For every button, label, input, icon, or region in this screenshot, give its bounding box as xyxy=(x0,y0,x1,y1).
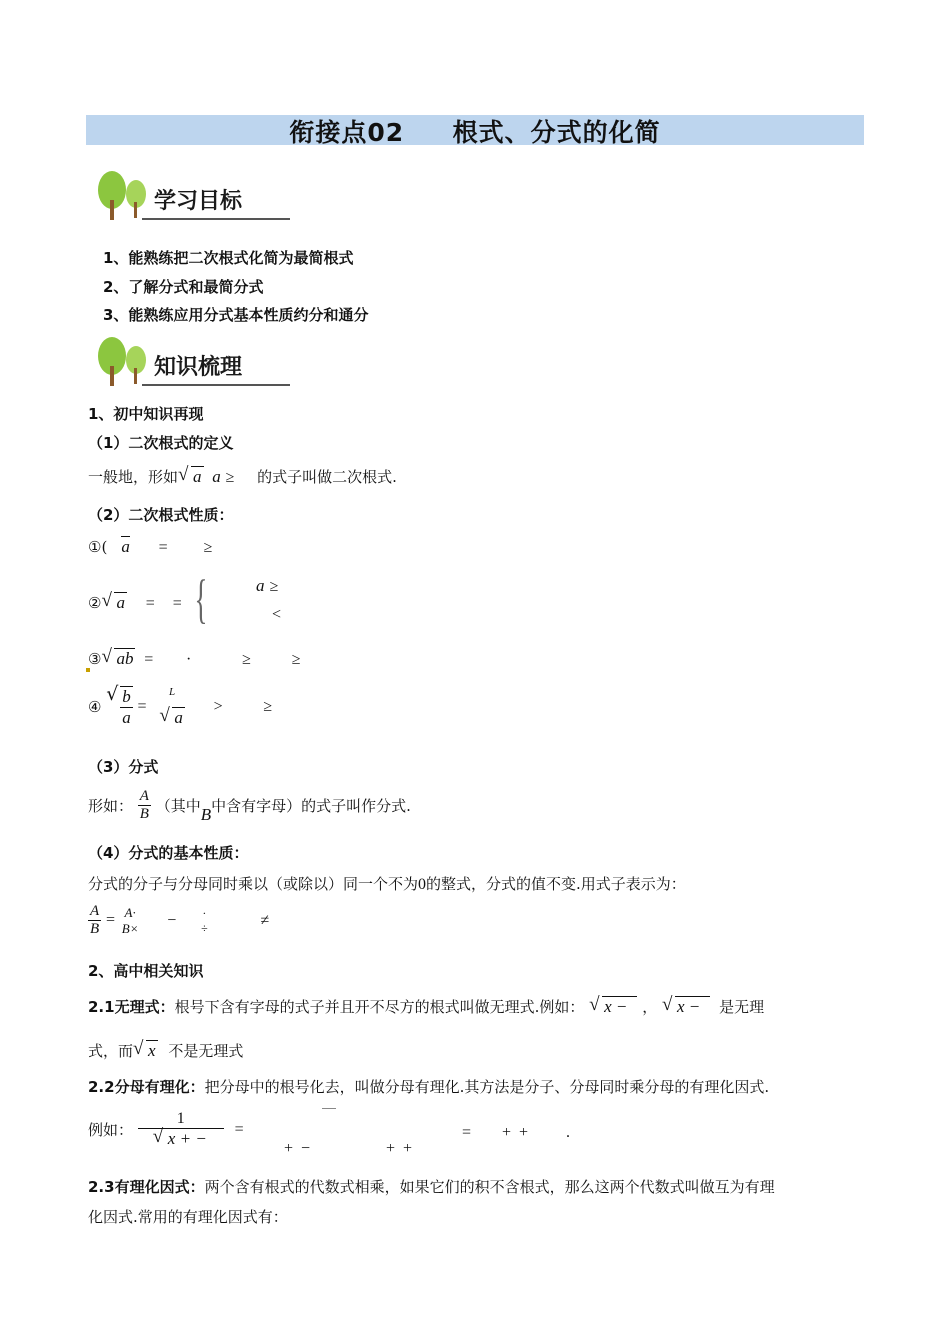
section-heading-goals xyxy=(92,170,292,230)
property-2: ②√ a = = xyxy=(88,593,182,613)
rationalize-denominator: 2.2分母有理化：把分母中的根号化去，叫做分母有理化.其方法是分子、分母同时乘分母的有理化因式. xyxy=(88,1078,770,1096)
section-heading-text: 知识梳理 xyxy=(154,355,243,380)
subsection-2: 2、高中相关知识 xyxy=(88,962,204,980)
tree-icon xyxy=(92,170,152,222)
subsection-1-2: （2）二次根式性质： xyxy=(88,506,234,524)
example-equals: = xyxy=(462,1124,472,1141)
goal-item-2: 2、了解分式和最简分式 xyxy=(103,278,264,296)
rationalizing-factor: 2.3有理化因式：两个含有根式的代数式相乘，如果它们的积不含根式，那么这两个代数式叫做互为有理 xyxy=(88,1178,775,1196)
example-denominator-2: + − xyxy=(284,1140,311,1157)
property-3: ③√ ab = · ≥ ≥ xyxy=(88,649,301,669)
rationalize-example: 例如： 1 √ x + − = xyxy=(88,1110,244,1149)
subsection-1-3: （3）分式 xyxy=(88,758,159,776)
property-4: ④ √ $\frac{b}{a}$ = L √ a > ≥ xyxy=(88,686,272,728)
fraction-property-text: 分式的分子与分母同时乘以（或除以）同一个不为0的整式，分式的值不变.用式子表示为： xyxy=(88,875,686,893)
section-heading-knowledge xyxy=(92,336,292,396)
subsection-1-4: （4）分式的基本性质： xyxy=(88,844,249,862)
marker-dot xyxy=(86,668,90,672)
goal-item-3: 3、能熟练应用分式基本性质约分和通分 xyxy=(103,306,369,324)
page-title: 衔接点02 根式、分式的化简 xyxy=(289,118,661,147)
fraction-definition: 形如： $\frac{A}{B}$ （其中B中含有字母）的式子叫作分式. xyxy=(88,788,411,824)
example-period: . xyxy=(566,1124,570,1141)
heading-underline xyxy=(142,218,290,220)
example-result: + + xyxy=(502,1124,529,1141)
heading-underline xyxy=(142,384,290,386)
irrational-expression: 2.1无理式：根号下含有字母的式子并且开不尽方的根式叫做无理式.例如： √ x − ， √ x − 是无理 xyxy=(88,996,764,1017)
goal-item-1: 1、能熟练把二次根式化简为最简根式 xyxy=(103,249,354,267)
example-stroke xyxy=(322,1108,336,1109)
tree-icon xyxy=(92,336,152,388)
subsection-1: 1、初中知识再现 xyxy=(88,405,204,423)
property-1: ①( a = ≥ xyxy=(88,537,213,556)
piecewise-case-1: a ≥ xyxy=(256,576,279,595)
section-heading-text: 学习目标 xyxy=(154,189,243,214)
irrational-expression-line2: 式，而√ x 不是无理式 xyxy=(88,1040,243,1061)
piecewise-case-2: < xyxy=(272,606,282,623)
example-denominator-3: + + xyxy=(386,1140,413,1157)
rationalizing-factor-line2: 化因式.常用的有理化因式有： xyxy=(88,1208,288,1226)
fraction-property-formula: $\frac{A}{B}$ = A· B× − · ÷ ≠ xyxy=(90,903,270,937)
piecewise-brace: { xyxy=(194,569,208,629)
subsection-1-1: （1）二次根式的定义 xyxy=(88,434,234,452)
definition-line: 一般地，形如√ a a ≥ 的式子叫做二次根式. xyxy=(88,466,397,487)
